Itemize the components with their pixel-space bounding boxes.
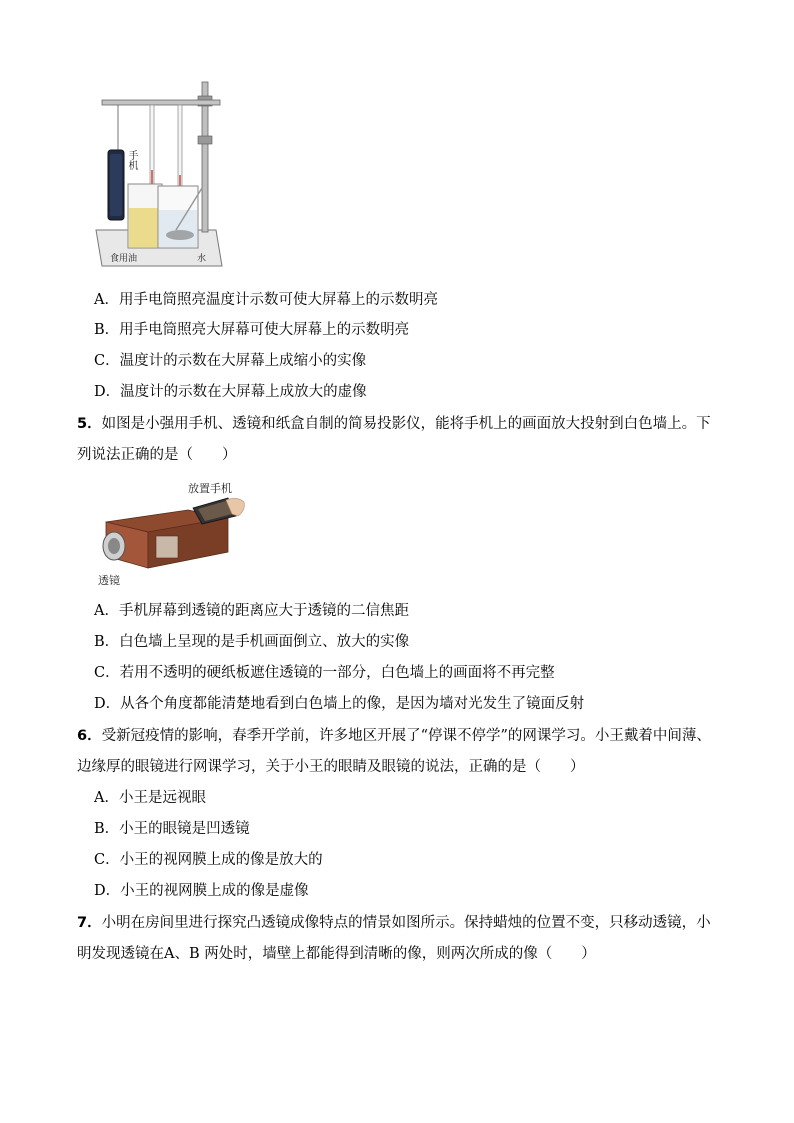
q6-stem-line2: 边缘厚的眼镜进行网课学习，关于小王的眼睛及眼镜的说法，正确的是（ ） [77, 759, 585, 775]
label-oil: 食用油 [110, 254, 138, 264]
label-place-phone: 放置手机 [188, 482, 232, 495]
label-phone: 手机 [126, 150, 137, 170]
q5-number: 5． [77, 416, 102, 432]
label-water: 水 [197, 254, 207, 264]
q5-stem-line2: 列说法正确的是（ ） [77, 447, 237, 463]
q6-option-b: B．小王的眼镜是凹透镜 [94, 821, 250, 837]
q5-option-d: D．从各个角度都能清楚地看到白色墙上的像，是因为墙对光发生了镜面反射 [94, 696, 585, 712]
q6-option-d: D．小王的视网膜上成的像是虚像 [94, 883, 309, 899]
thermometer-apparatus-figure [84, 80, 224, 272]
q7-text-1: 小明在房间里进行探究凸透镜成像特点的情景如图所示。保持蜡烛的位置不变，只移动透镜，小 [101, 915, 711, 931]
apparatus-drawing [84, 80, 224, 272]
q5-option-a: A．手机屏幕到透镜的距离应大于透镜的二信焦距 [94, 603, 409, 619]
q6-option-a: A．小王是远视眼 [94, 790, 206, 806]
projector-drawing [98, 480, 248, 590]
q5-text-1: 如图是小强用手机、透镜和纸盒自制的简易投影仪，能将手机上的画面放大投射到白色墙上。下 [101, 416, 711, 432]
label-lens: 透镜 [98, 574, 120, 587]
projector-box-figure [98, 480, 248, 590]
q5-stem-line1 [77, 414, 711, 434]
q4-option-b: B．用手电筒照亮大屏幕可使大屏幕上的示数明亮 [94, 322, 410, 338]
q4-option-a: A．用手电筒照亮温度计示数可使大屏幕上的示数明亮 [94, 292, 438, 308]
q7-number: 7． [77, 915, 102, 931]
q6-stem-line1 [77, 726, 711, 746]
q4-option-d: D．温度计的示数在大屏幕上成放大的虚像 [94, 384, 367, 400]
q4-option-c: C．温度计的示数在大屏幕上成缩小的实像 [94, 353, 367, 369]
q7-stem-line2: 明发现透镜在A、B 两处时，墙壁上都能得到清晰的像，则两次所成的像（ ） [77, 946, 596, 962]
q6-option-c: C．小王的视网膜上成的像是放大的 [94, 852, 323, 868]
q6-text-1: 受新冠疫情的影响，春季开学前，许多地区开展了“停课不停学”的网课学习。小王戴着中间薄、 [101, 728, 711, 744]
q5-option-b: B．白色墙上呈现的是手机画面倒立、放大的实像 [94, 634, 410, 650]
q6-number: 6． [77, 728, 102, 744]
q5-option-c: C．若用不透明的硬纸板遮住透镜的一部分，白色墙上的画面将不再完整 [94, 665, 555, 681]
q7-stem-line1 [77, 913, 711, 933]
